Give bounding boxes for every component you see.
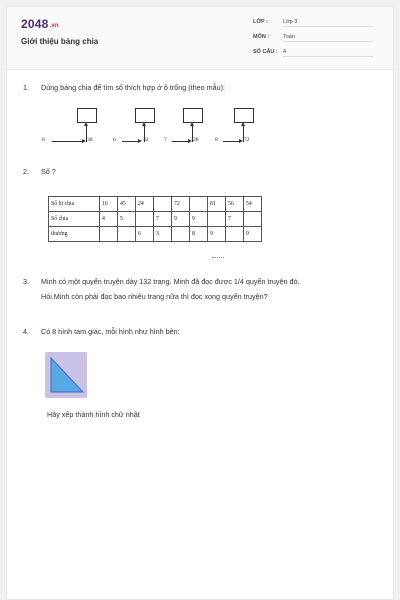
table-cell[interactable] [100,227,118,242]
table-cell[interactable]: 3 [154,227,172,242]
table-cell[interactable]: 45 [118,197,136,212]
triangle-icon [45,352,87,398]
table-cell[interactable]: 8 [190,227,208,242]
meta-question-count: SỐ CÂU : 4 [253,49,373,57]
table-cell[interactable]: 9 [208,227,226,242]
table-cell[interactable]: 7 [226,212,244,227]
meta-class: LỚP : Lớp 3 [253,19,373,27]
question-3: 3. Minh có một quyển truyện dày 132 trang. Minh đã đọc được 1/4 quyển truyện đó. [23,277,300,286]
table-cell[interactable] [136,212,154,227]
divider [212,257,224,258]
worksheet [6,6,394,600]
table-cell[interactable]: 24 [136,197,154,212]
table-cell[interactable]: 4 [100,212,118,227]
answer-box[interactable] [77,108,97,123]
table-cell[interactable]: 9 [244,227,262,242]
q1-item-4-right: 72 [244,137,250,143]
table-cell[interactable]: 54 [244,197,262,212]
question-2: 2. Số ? [23,167,56,176]
q1-item-1-left: 6 [42,137,45,143]
question-1: 1. Dùng bảng chia để tìm số thích hợp ở ô trống (theo mẫu): [23,83,226,92]
answer-box[interactable] [183,108,203,123]
question-4: 4. Có 8 hình tam giác, mỗi hình như hình bên: [23,327,180,336]
row-label: Số bị chia [49,197,100,212]
table-cell[interactable] [208,212,226,227]
answer-box[interactable] [234,108,254,123]
table-cell[interactable] [190,197,208,212]
table-cell[interactable]: 16 [100,197,118,212]
table-cell[interactable] [172,227,190,242]
division-table [48,196,262,242]
q1-item-4-left: 8 [215,137,218,143]
worksheet-header [7,7,393,70]
answer-box[interactable] [135,108,155,123]
triangle-image [45,352,87,398]
table-cell[interactable]: 72 [172,197,190,212]
table-cell[interactable]: 81 [208,197,226,212]
site-logo[interactable]: 2048.vn [21,17,59,31]
table-row [49,212,262,227]
table-cell[interactable] [154,197,172,212]
table-row [49,227,262,242]
q1-item-1-right: 30 [87,137,93,143]
meta-subject: MÔN : Toán [253,34,373,42]
table-row [49,197,262,212]
question-3-line-2: Hỏi Minh còn phải đọc bao nhiêu trang nữa thì đọc xong quyển truyện? [41,292,268,301]
q1-item-2-left: 6 [113,137,116,143]
q1-item-3-right: 28 [193,137,199,143]
table-cell[interactable]: 9 [190,212,208,227]
table-cell[interactable]: 56 [226,197,244,212]
question-4-instruction: Hãy xếp thành hình chữ nhật [47,410,140,419]
table-cell[interactable] [244,212,262,227]
q1-item-2-right: 42 [143,137,149,143]
table-cell[interactable]: 5 [118,212,136,227]
table-cell[interactable] [226,227,244,242]
table-cell[interactable]: 6 [136,227,154,242]
table-cell[interactable] [118,227,136,242]
table-cell[interactable]: 7 [154,212,172,227]
row-label: thương [49,227,100,242]
row-label: Số chia [49,212,100,227]
table-cell[interactable]: 9 [172,212,190,227]
page-title: Giới thiệu bảng chia [21,37,99,46]
q1-item-3-left: 7 [164,137,167,143]
